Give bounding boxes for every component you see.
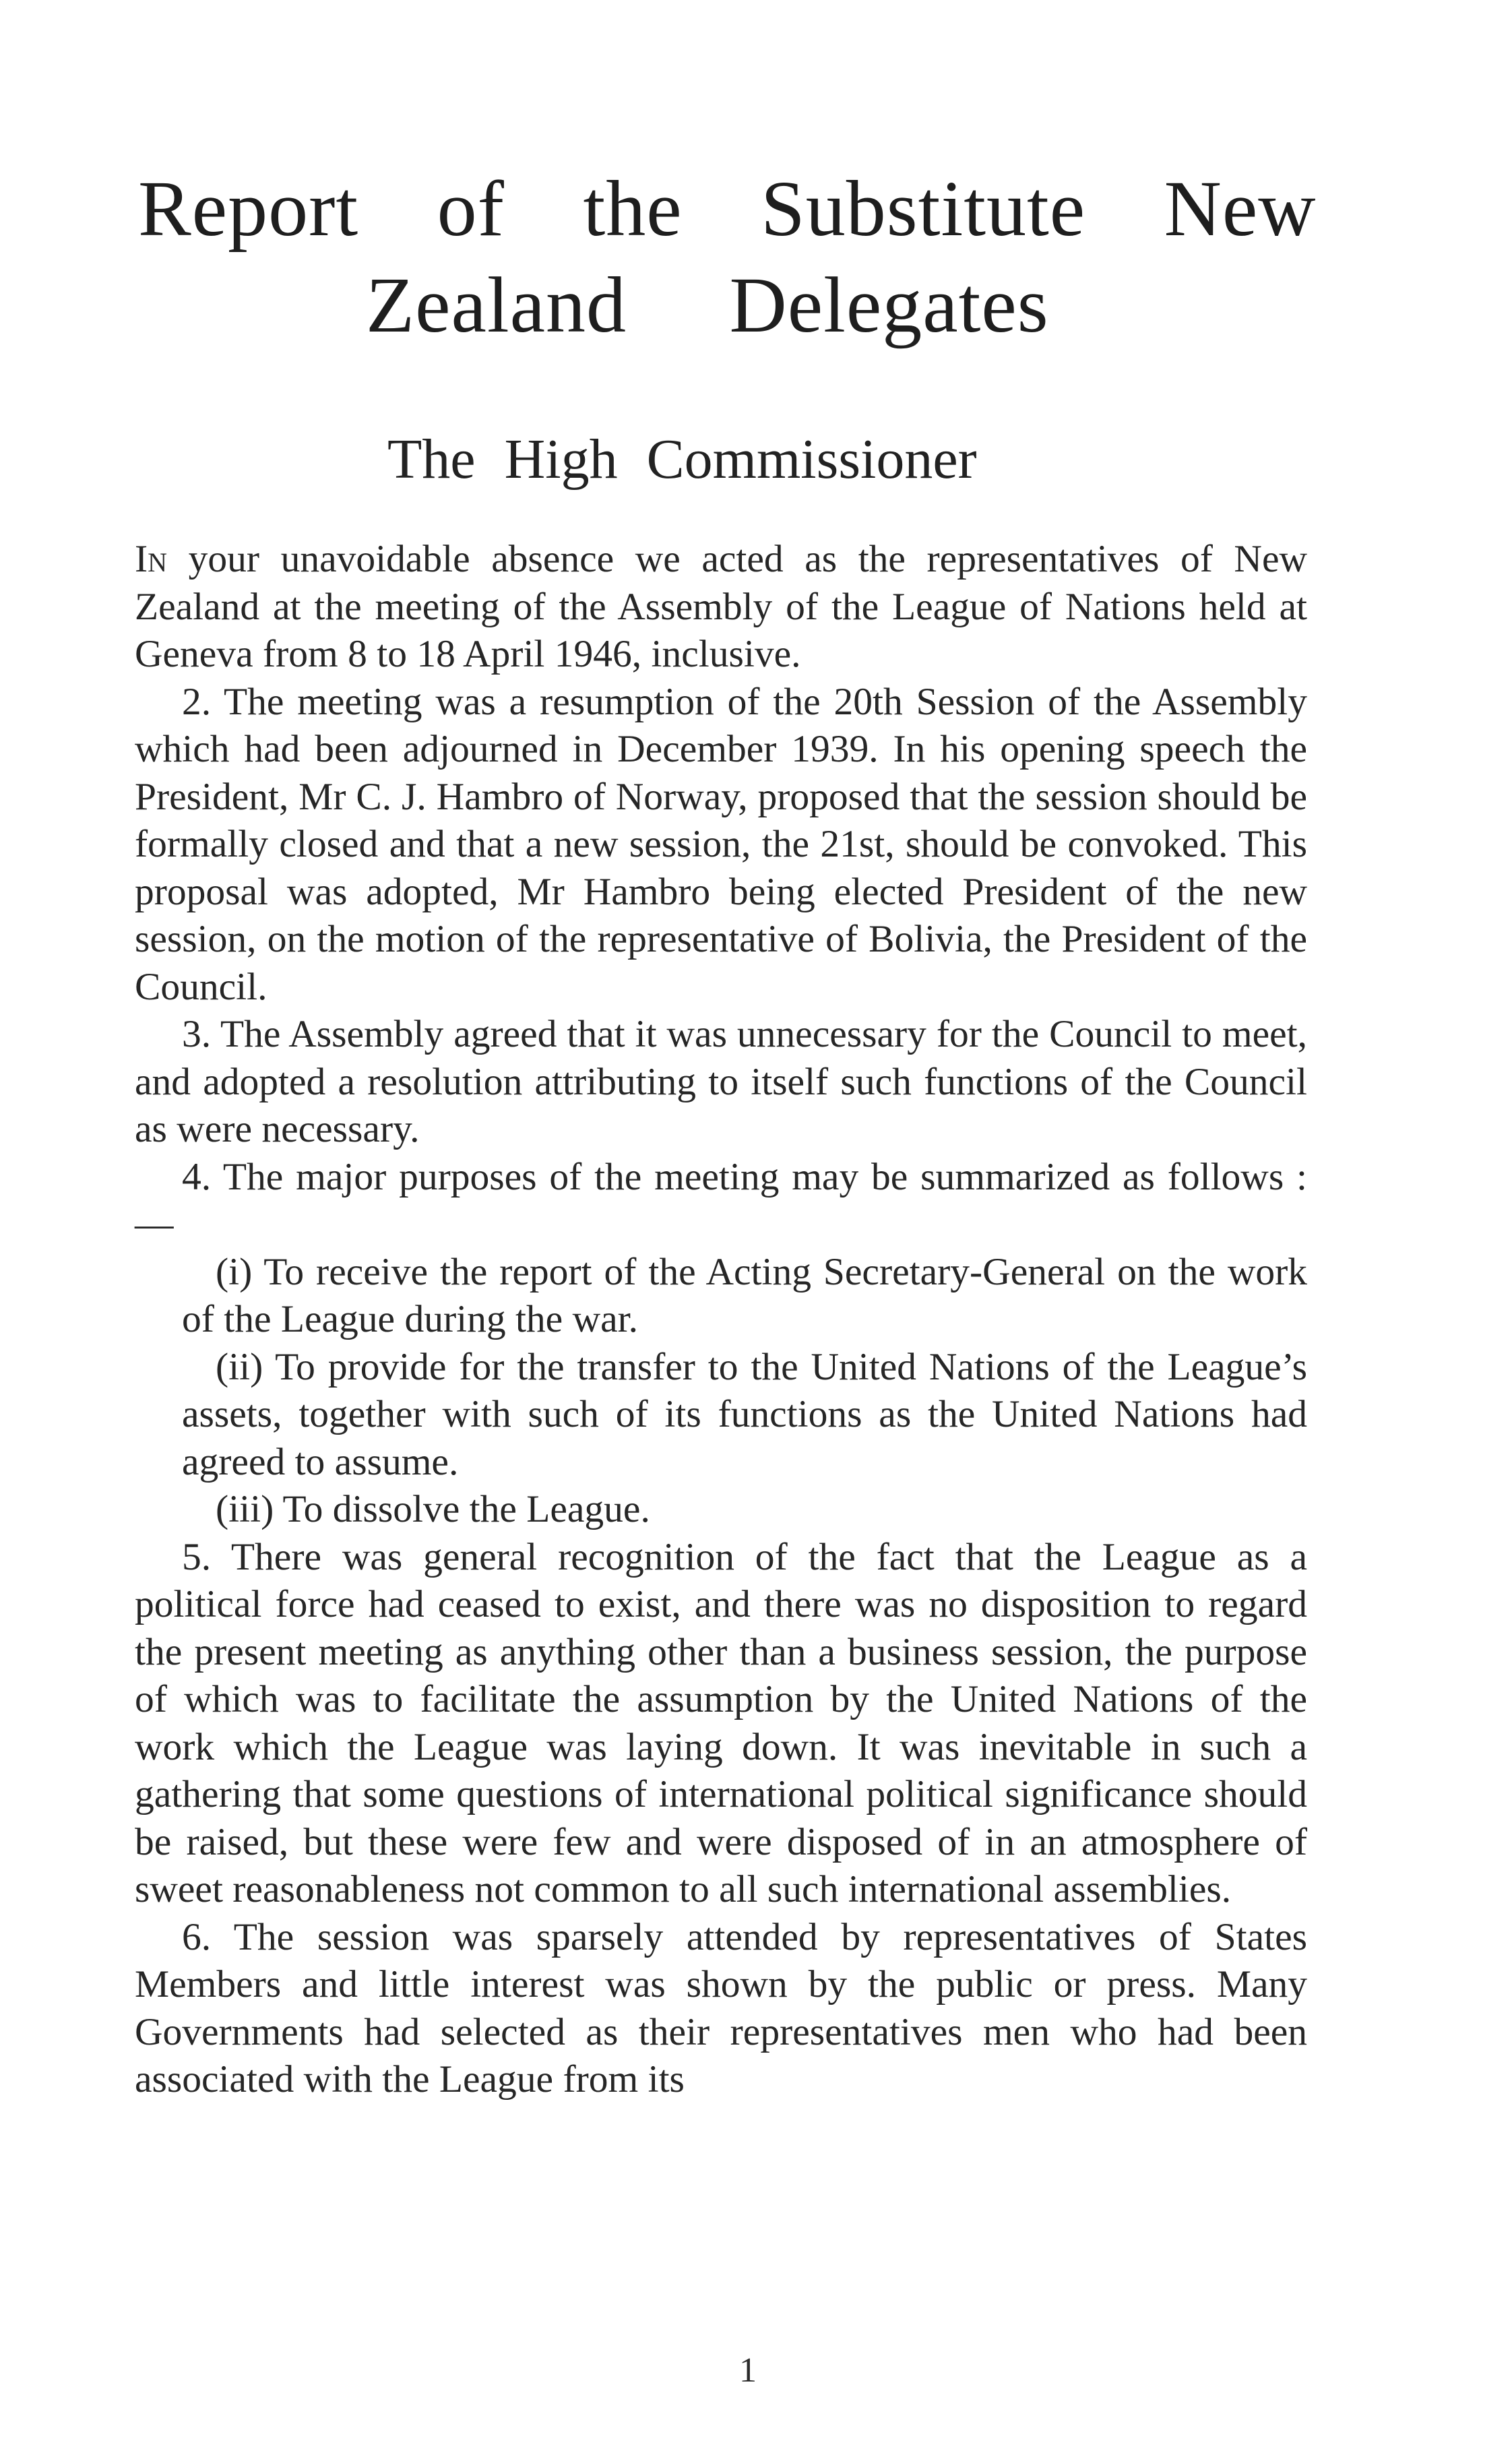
paragraph-2: 2. The meeting was a resumption of the 20th Session of the Assembly which had been adjourned in December 1939. In his opening speech the President, Mr C. J. Hambro of Norway, proposed that the session should be formally closed and that a new session, the 21st, should be convoked. This proposal was adopted, Mr Hambro being elected President of the new session, on the motion of the representative of Bolivia, the President of the Council. xyxy=(135,680,1307,1008)
opening-word: In xyxy=(135,538,168,580)
paragraph-1 xyxy=(135,536,1307,679)
document-title xyxy=(138,160,1337,353)
report-body xyxy=(135,536,1307,2104)
page-number: 1 xyxy=(739,2351,757,2390)
title-line-2: Zealand Delegates xyxy=(366,261,1049,349)
paragraph-4: 4. The major purposes of the meeting may be summarized as follows :— xyxy=(135,1155,1307,1245)
paragraph-3: 3. The Assembly agreed that it was unnecessary for the Council to meet, and adopted a resolution attributing to itself such functions of the Council as were necessary. xyxy=(135,1013,1307,1150)
list-item: (iii) To dissolve the League. xyxy=(216,1488,650,1530)
addressee-heading: The High Commissioner xyxy=(387,428,977,491)
list-item: (i) To receive the report of the Acting Secretary-General on the work of the League during the war. xyxy=(182,1250,1307,1340)
paragraph-5: 5. There was general recognition of the fact that the League as a political force had ceased to exist, and there was no disposition to regard the present meeting as anything other than a business session, the purpose of which was to facilitate the assumption by the United Nations of the work which the League was laying down. It was inevitable in such a gathering that some questions of international political significance should be raised, but these were few and were disposed of in an atmosphere of sweet reasonableness not common to all such international assemblies. xyxy=(135,1535,1307,1910)
paragraph-6: 6. The session was sparsely attended by representatives of States Members and little interest was shown by the public or press. Many Governments had selected as their representatives men who had been associated with the League from its xyxy=(135,1915,1307,2101)
title-line-1: Report of the Substitute New xyxy=(138,164,1317,253)
list-item: (ii) To provide for the transfer to the United Nations of the League’s assets, together with such of its functions as the United Nations had agreed to assume. xyxy=(182,1345,1307,1483)
paragraph-1-text: your unavoidable absence we acted as the representatives of New Zealand at the meeting of the Assembly of the League of Nations held at Geneva from 8 to 18 April 1946, inclusive. xyxy=(135,538,1307,675)
